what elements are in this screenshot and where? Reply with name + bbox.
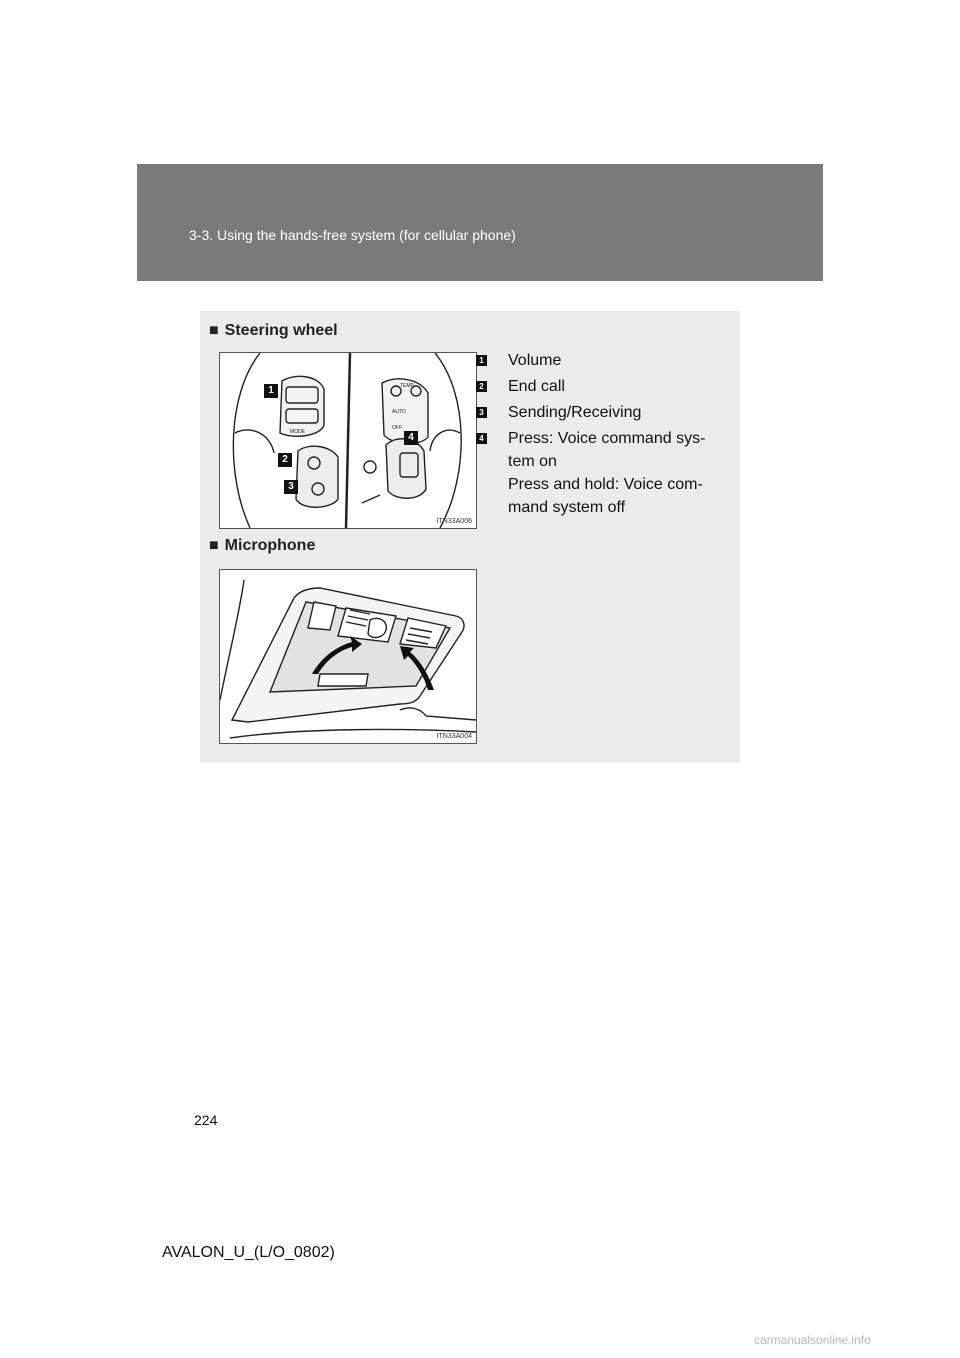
steering-wheel-heading-text: Steering wheel [224,322,338,339]
microphone-heading [209,537,315,555]
legend-item-voice-command [476,427,731,519]
legend-number-1: 1 [476,355,487,366]
steering-legend [476,349,731,522]
legend-text: Sending/Receiving [508,404,642,421]
mode-label: MODE [290,429,305,435]
callout-1: 1 [264,384,278,398]
watermark: carmanualsonline.info [754,1333,871,1347]
microphone-figure-code: ITN33A004 [436,733,472,740]
steering-wheel-figure [219,352,477,529]
callout-3: 3 [284,480,298,494]
chapter-title: 3-3. Using the hands-free system (for cellular phone) [189,227,516,243]
legend-line: Press: Voice command sys- [508,430,706,447]
steering-wheel-illustration [220,353,476,528]
legend-number-3: 3 [476,407,487,418]
legend-item-end-call [476,375,731,398]
square-bullet-icon: ■ [209,322,219,339]
steering-wheel-heading [209,322,338,340]
legend-line: tem on [508,453,557,470]
legend-line: mand system off [508,499,626,516]
legend-number-4: 4 [476,433,487,444]
page-number: 224 [194,1112,218,1128]
legend-text: Volume [508,352,562,369]
legend-item-volume [476,349,731,372]
overhead-console-illustration [220,570,476,743]
document-code: AVALON_U_(L/O_0802) [162,1244,335,1261]
legend-line: Press and hold: Voice com- [508,476,703,493]
legend-text: End call [508,378,565,395]
temp-label: TEMP [400,383,414,389]
auto-label: AUTO [392,409,406,415]
off-label: OFF [392,425,402,431]
callout-4: 4 [404,431,418,445]
chapter-header [137,164,823,281]
microphone-heading-text: Microphone [224,537,316,554]
legend-item-sending-receiving [476,401,731,424]
square-bullet-icon: ■ [209,537,219,554]
steering-figure-code: ITN33A006 [436,518,472,525]
callout-2: 2 [278,453,292,467]
legend-number-2: 2 [476,381,487,392]
microphone-figure [219,569,477,744]
